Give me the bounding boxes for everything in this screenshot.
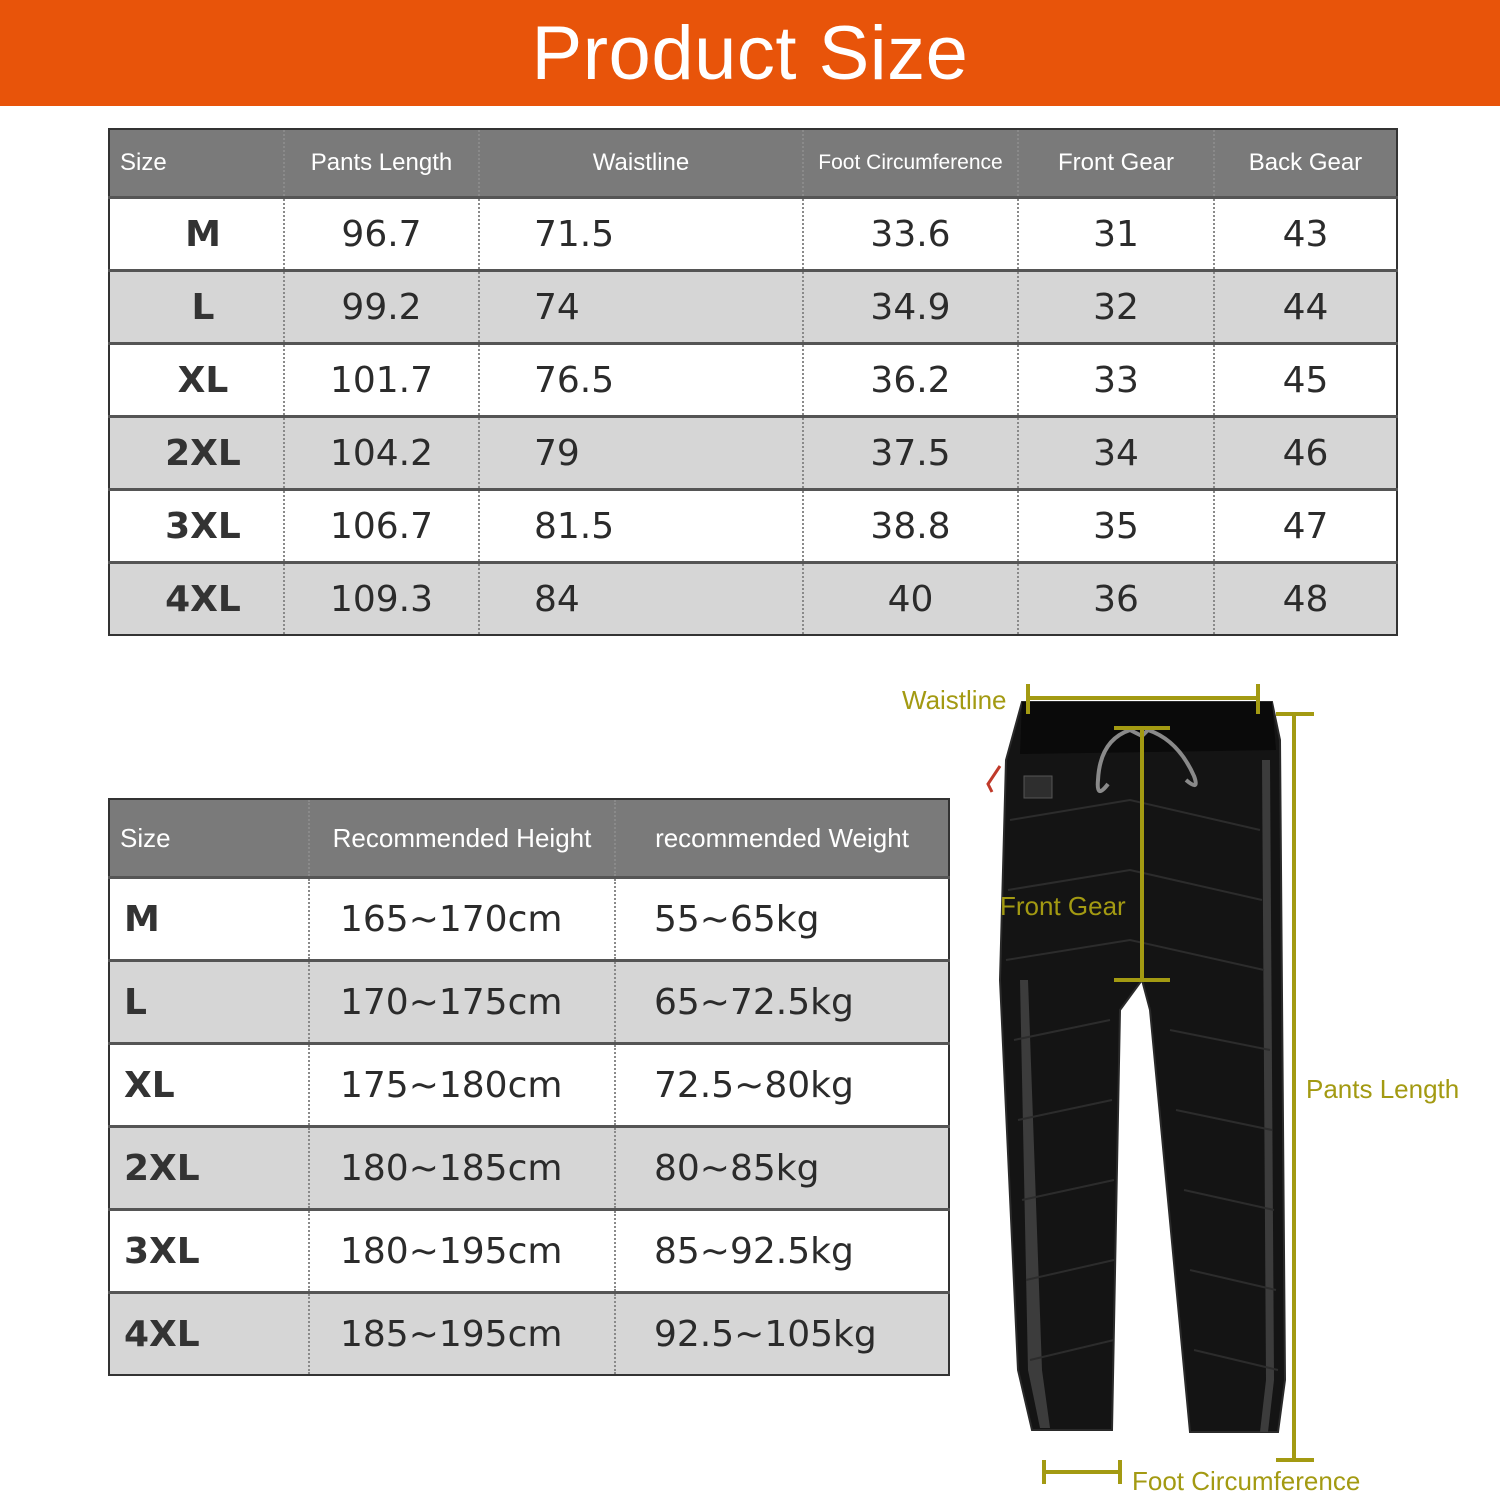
header-back-gear: Back Gear: [1214, 129, 1397, 198]
cell-pants-length: 99.2: [284, 271, 479, 344]
recommendation-table: [108, 798, 950, 1376]
table-row: [109, 878, 949, 961]
table-row: [109, 417, 1397, 490]
table-row: [109, 271, 1397, 344]
cell-front-gear: 32: [1018, 271, 1214, 344]
cell-height: 180~195cm: [309, 1210, 615, 1293]
cell-weight: 92.5~105kg: [615, 1293, 949, 1376]
table-row: [109, 1210, 949, 1293]
cell-weight: 72.5~80kg: [615, 1044, 949, 1127]
header-waistline: Waistline: [479, 129, 803, 198]
cell-foot-circumference: 40: [803, 563, 1018, 636]
cell-foot-circumference: 37.5: [803, 417, 1018, 490]
table-row: [109, 1127, 949, 1210]
table-row: [109, 490, 1397, 563]
cell-pants-length: 96.7: [284, 198, 479, 271]
table-row: [109, 344, 1397, 417]
cell-pants-length: 106.7: [284, 490, 479, 563]
cell-height: 185~195cm: [309, 1293, 615, 1376]
page-title: Product Size: [531, 10, 969, 96]
cell-waistline: 81.5: [479, 490, 803, 563]
cell-back-gear: 46: [1214, 417, 1397, 490]
cell-front-gear: 33: [1018, 344, 1214, 417]
table-row: [109, 563, 1397, 636]
cell-back-gear: 47: [1214, 490, 1397, 563]
waistline-label: Waistline: [902, 685, 1007, 715]
table-header-row: [109, 799, 949, 878]
cell-waistline: 71.5: [479, 198, 803, 271]
cell-size: L: [109, 271, 284, 344]
cell-waistline: 76.5: [479, 344, 803, 417]
header-front-gear: Front Gear: [1018, 129, 1214, 198]
cell-front-gear: 31: [1018, 198, 1214, 271]
header-recommended-height: Recommended Height: [309, 799, 615, 878]
cell-foot-circumference: 38.8: [803, 490, 1018, 563]
cell-waistline: 84: [479, 563, 803, 636]
cell-waistline: 74: [479, 271, 803, 344]
table-row: [109, 1293, 949, 1376]
cell-foot-circumference: 34.9: [803, 271, 1018, 344]
cell-weight: 65~72.5kg: [615, 961, 949, 1044]
cell-weight: 55~65kg: [615, 878, 949, 961]
cell-front-gear: 36: [1018, 563, 1214, 636]
cell-size: 4XL: [109, 563, 284, 636]
cell-size: 4XL: [109, 1293, 309, 1376]
cell-front-gear: 35: [1018, 490, 1214, 563]
cell-size: XL: [109, 1044, 309, 1127]
cell-back-gear: 44: [1214, 271, 1397, 344]
pants-length-label: Pants Length: [1306, 1074, 1460, 1104]
header-pants-length: Pants Length: [284, 129, 479, 198]
header-foot-circumference: Foot Circumference: [803, 129, 1018, 198]
table-row: [109, 961, 949, 1044]
cell-pants-length: 109.3: [284, 563, 479, 636]
cell-size: 2XL: [109, 417, 284, 490]
cell-back-gear: 43: [1214, 198, 1397, 271]
cell-size: M: [109, 878, 309, 961]
cell-size: 3XL: [109, 490, 284, 563]
cell-size: L: [109, 961, 309, 1044]
cell-size: M: [109, 198, 284, 271]
foot-circumference-label: Foot Circumference: [1132, 1466, 1361, 1496]
cell-height: 170~175cm: [309, 961, 615, 1044]
table-row: [109, 198, 1397, 271]
header-recommended-weight: recommended Weight: [615, 799, 949, 878]
cell-foot-circumference: 33.6: [803, 198, 1018, 271]
cell-foot-circumference: 36.2: [803, 344, 1018, 417]
cell-height: 165~170cm: [309, 878, 615, 961]
cell-pants-length: 104.2: [284, 417, 479, 490]
cell-weight: 85~92.5kg: [615, 1210, 949, 1293]
cell-front-gear: 34: [1018, 417, 1214, 490]
cell-waistline: 79: [479, 417, 803, 490]
measurements-table: [108, 128, 1398, 636]
cell-weight: 80~85kg: [615, 1127, 949, 1210]
title-banner: [0, 0, 1500, 106]
cell-height: 180~185cm: [309, 1127, 615, 1210]
table-row: [109, 1044, 949, 1127]
cell-pants-length: 101.7: [284, 344, 479, 417]
cell-height: 175~180cm: [309, 1044, 615, 1127]
table-header-row: [109, 129, 1397, 198]
cell-size: XL: [109, 344, 284, 417]
cell-size: 2XL: [109, 1127, 309, 1210]
cell-back-gear: 45: [1214, 344, 1397, 417]
cell-back-gear: 48: [1214, 563, 1397, 636]
header-size: Size: [109, 799, 309, 878]
front-gear-label: Front Gear: [1000, 891, 1126, 921]
header-size: Size: [109, 129, 284, 198]
cell-size: 3XL: [109, 1210, 309, 1293]
